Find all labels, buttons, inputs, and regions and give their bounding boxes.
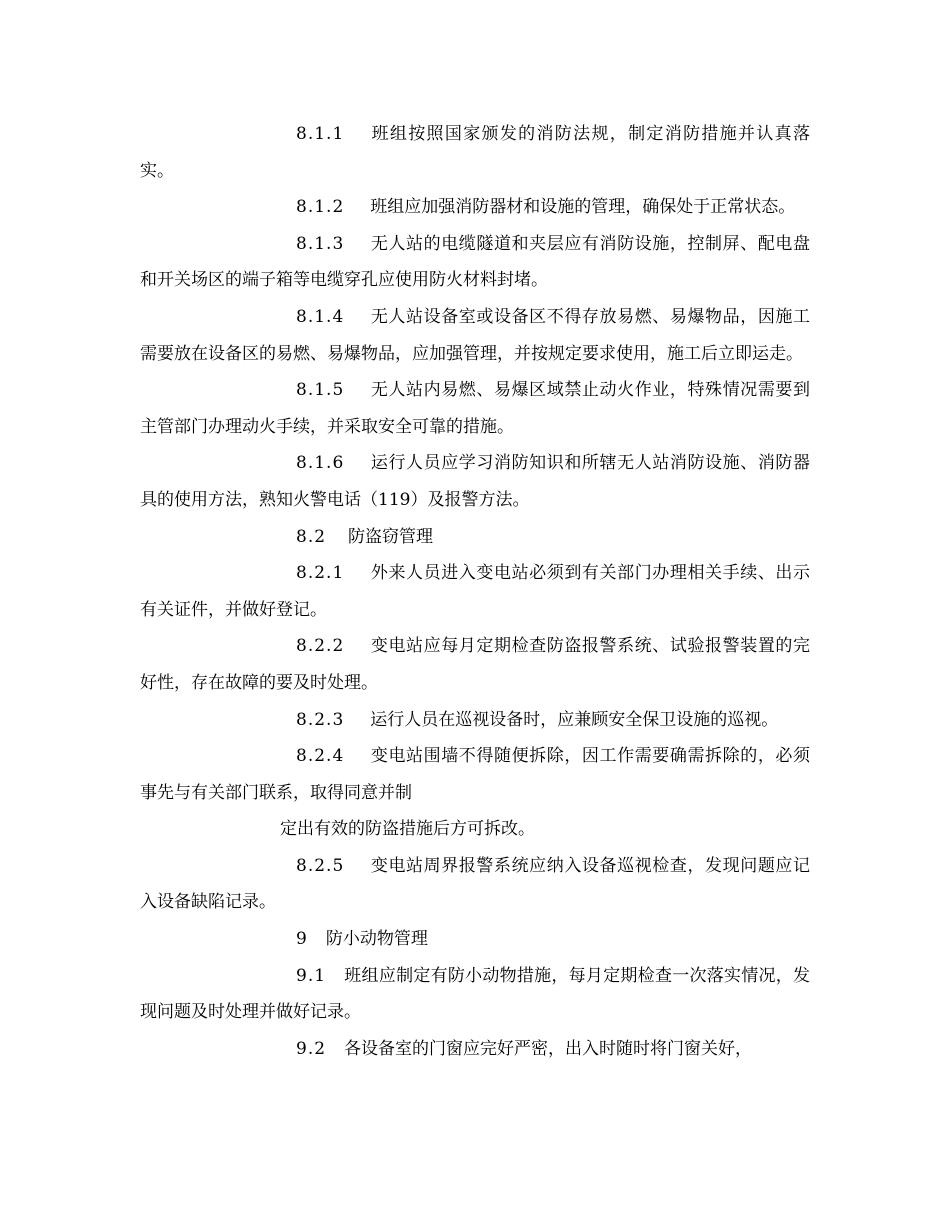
- clause-number: 9.1: [296, 965, 327, 986]
- clause-number: 8.1.4: [296, 306, 345, 327]
- clause-8-1-6: [140, 445, 810, 518]
- section-title: 防盗窃管理: [348, 526, 434, 547]
- clause-8-2-3: [140, 702, 810, 739]
- clause-text: 变电站围墙不得随便拆除，因工作需要确需拆除的，必须事先与有关部门联系，取得同意并制: [140, 746, 810, 803]
- section-number: 9: [296, 929, 308, 950]
- clause-9-1: [140, 958, 810, 1031]
- section-heading-8-2: [140, 519, 810, 556]
- clause-number: 8.2.1: [296, 563, 345, 584]
- clause-number: 8.1.1: [296, 124, 345, 144]
- clause-8-1-5: [140, 372, 810, 445]
- clause-8-2-4: [140, 738, 810, 811]
- section-title: 防小动物管理: [325, 929, 428, 950]
- clause-number: 8.2.3: [296, 709, 345, 730]
- section-heading-9: [140, 921, 810, 958]
- clause-8-1-1: [140, 116, 810, 189]
- clause-8-1-2: [140, 189, 810, 226]
- clause-8-1-4: [140, 299, 810, 372]
- document-body: [140, 116, 810, 1067]
- clause-number: 8.1.6: [296, 453, 345, 474]
- clause-number: 8.1.5: [296, 380, 345, 401]
- clause-number: 8.1.2: [296, 197, 345, 218]
- clause-8-2-5: [140, 848, 810, 921]
- clause-text: 班组按照国家颁发的消防法规，制定消防措施并认真落实。: [140, 124, 810, 181]
- clause-text: 运行人员应学习消防知识和所辖无人站消防设施、消防器具的使用方法，熟知火警电话（119）及报警方法。: [140, 453, 810, 510]
- clause-text: 班组应制定有防小动物措施，每月定期检查一次落实情况，发现问题及时处理并做好记录。: [140, 965, 810, 1023]
- clause-number: 8.1.3: [296, 233, 345, 254]
- clause-8-1-3: [140, 226, 810, 299]
- clause-8-2-4-continuation: [140, 811, 810, 848]
- clause-8-2-1: [140, 555, 810, 628]
- clause-9-2: [140, 1031, 810, 1068]
- clause-number: 8.2.4: [296, 746, 345, 767]
- clause-text: 运行人员在巡视设备时，应兼顾安全保卫设施的巡视。: [370, 709, 779, 730]
- clause-text: 各设备室的门窗应完好严密，出入时随时将门窗关好，: [344, 1038, 753, 1059]
- clause-number: 8.2.2: [296, 636, 345, 657]
- clause-text: 变电站周界报警系统应纳入设备巡视检查，发现问题应记入设备缺陷记录。: [140, 855, 810, 913]
- clause-text: 变电站应每月定期检查防盗报警系统、试验报警装置的完好性，存在故障的要及时处理。: [140, 636, 810, 693]
- clause-number: 8.2.5: [296, 855, 345, 876]
- clause-number: 9.2: [296, 1038, 327, 1059]
- clause-text: 无人站内易燃、易爆区域禁止动火作业，特殊情况需要到主管部门办理动火手续，并采取安全可靠的措施。: [140, 380, 810, 437]
- clause-text: 无人站的电缆隧道和夹层应有消防设施，控制屏、配电盘和开关场区的端子箱等电缆穿孔应使用防火材料封堵。: [140, 233, 810, 291]
- clause-text: 定出有效的防盗措施后方可拆改。: [280, 819, 535, 840]
- clause-8-2-2: [140, 628, 810, 701]
- clause-text: 无人站设备室或设备区不得存放易燃、易爆物品，因施工需要放在设备区的易燃、易爆物品，应加强管理，并按规定要求使用，施工后立即运走。: [140, 306, 810, 364]
- section-number: 8.2: [296, 526, 327, 547]
- clause-text: 班组应加强消防器材和设施的管理，确保处于正常状态。: [370, 197, 796, 218]
- clause-text: 外来人员进入变电站必须到有关部门办理相关手续、出示有关证件，并做好登记。: [140, 563, 810, 620]
